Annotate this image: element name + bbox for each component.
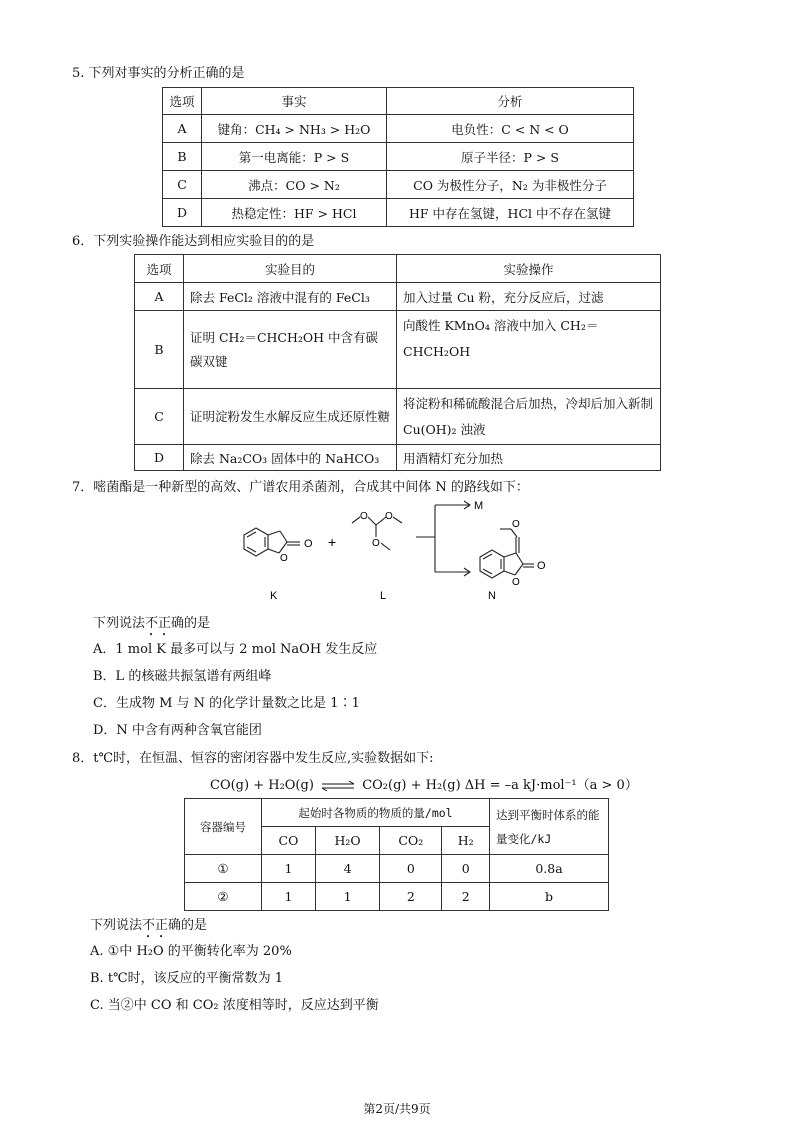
q7-option-d: D．N 中含有两种含氧官能团 xyxy=(93,723,262,738)
q5-stem: 5. 下列对事实的分析正确的是 xyxy=(72,66,245,81)
q8-species-co: CO xyxy=(262,827,316,855)
q8-header-start-amount: 起始时各物质的物质的量/mol xyxy=(262,799,490,827)
q5-row-d-option: D xyxy=(163,199,202,227)
q5-header-option: 选项 xyxy=(163,88,202,115)
q5-row-d-analysis: HF 中存在氢键，HCl 中不存在氢键 xyxy=(387,199,634,227)
q8-species-h2: H₂ xyxy=(442,827,490,855)
q6-row-d-operation: 用酒精灯充分加热 xyxy=(397,445,661,471)
q8-stem: 8．t℃时，在恒温、恒容的密闭容器中发生反应,实验数据如下: xyxy=(72,751,434,766)
plus-sign: + xyxy=(328,534,337,550)
q6-row-d-option: D xyxy=(135,445,184,471)
q5-row-d-fact: 热稳定性：HF > HCl xyxy=(202,199,387,227)
q8-row2-co2: 2 xyxy=(380,883,442,911)
q8-row2-h2o: 1 xyxy=(315,883,379,911)
q8-equation-reactants: CO(g) + H₂O(g) xyxy=(210,778,314,793)
q8-row2-co: 1 xyxy=(262,883,316,911)
q8-row1-id: ① xyxy=(185,855,262,883)
q6-row-c-option: C xyxy=(135,389,184,445)
q7-stem: 7．嘧菌酯是一种新型的高效、广谱农用杀菌剂，合成其中间体 N 的路线如下： xyxy=(72,480,529,495)
q8-species-h2o: H₂O xyxy=(315,827,379,855)
label-m: M xyxy=(474,500,484,512)
q8-row1-h2: 0 xyxy=(442,855,490,883)
q8-prompt xyxy=(90,914,207,941)
q6-header-option: 选项 xyxy=(135,255,184,283)
q6-header-operation: 实验操作 xyxy=(397,255,661,283)
q7-option-c: C．生成物 M 与 N 的化学计量数之比是 1∶1 xyxy=(93,696,360,711)
q5-row-a-option: A xyxy=(163,115,202,143)
q6-stem: 6．下列实验操作能达到相应实验目的的是 xyxy=(72,234,315,249)
q8-row2-energy: b xyxy=(490,883,609,911)
label-l: L xyxy=(380,590,387,602)
label-k: K xyxy=(270,590,278,602)
q8-prompt-emphasis: 不正 xyxy=(142,918,169,933)
q8-header-container: 容器编号 xyxy=(185,799,262,855)
svg-text:O: O xyxy=(360,511,368,522)
svg-text:O: O xyxy=(512,519,520,530)
q7-prompt xyxy=(93,612,210,639)
q5-table xyxy=(162,87,634,227)
q5-row-b-analysis: 原子半径：P > S xyxy=(387,143,634,171)
label-n: N xyxy=(488,590,496,602)
svg-text:O: O xyxy=(280,553,288,564)
q6-table xyxy=(134,254,661,471)
q6-row-a-operation: 加入过量 Cu 粉，充分反应后，过滤 xyxy=(397,283,661,311)
q5-row-a-analysis: 电负性：C < N < O xyxy=(387,115,634,143)
q7-reaction-scheme xyxy=(230,495,570,605)
q8-equation-products: CO₂(g) + H₂(g) ΔH = –a kJ·mol⁻¹（a > 0） xyxy=(362,778,638,793)
q6-row-b-option: B xyxy=(135,311,184,389)
q7-prompt-start: 下列说法 xyxy=(93,616,146,631)
q8-row2-id: ② xyxy=(185,883,262,911)
q8-option-a: A. ①中 H₂O 的平衡转化率为 20% xyxy=(90,944,292,959)
q6-row-c-goal: 证明淀粉发生水解反应生成还原性糖 xyxy=(184,389,397,445)
q5-row-a-fact: 键角：CH₄ > NH₃ > H₂O xyxy=(202,115,387,143)
q8-row1-h2o: 4 xyxy=(315,855,379,883)
q7-option-b: B．L 的核磁共振氢谱有两组峰 xyxy=(93,669,272,684)
q5-row-c-fact: 沸点：CO > N₂ xyxy=(202,171,387,199)
q6-header-goal: 实验目的 xyxy=(184,255,397,283)
q8-species-co2: CO₂ xyxy=(380,827,442,855)
page-footer: 第2页/共9页 xyxy=(363,1102,431,1116)
q6-row-a-option: A xyxy=(135,283,184,311)
q8-option-c: C. 当②中 CO 和 CO₂ 浓度相等时，反应达到平衡 xyxy=(90,998,379,1013)
q8-prompt-end: 确的是 xyxy=(168,918,208,933)
molecule-k-structure xyxy=(244,528,300,556)
reaction-arrows xyxy=(416,501,470,576)
svg-text:O: O xyxy=(304,538,313,550)
q8-row2-h2: 2 xyxy=(442,883,490,911)
q8-header-energy: 达到平衡时体系的能量变化/kJ xyxy=(490,799,609,855)
q6-row-d-goal: 除去 Na₂CO₃ 固体中的 NaHCO₃ xyxy=(184,445,397,471)
svg-text:O: O xyxy=(385,511,393,522)
equilibrium-arrow-icon xyxy=(320,781,356,791)
q8-equation xyxy=(210,774,638,793)
q8-row1-co2: 0 xyxy=(380,855,442,883)
q5-row-c-analysis: CO 为极性分子，N₂ 为非极性分子 xyxy=(387,171,634,199)
q8-row1-co: 1 xyxy=(262,855,316,883)
q7-option-a: A．1 mol K 最多可以与 2 mol NaOH 发生反应 xyxy=(93,642,378,657)
q5-row-b-fact: 第一电离能：P > S xyxy=(202,143,387,171)
molecule-n-structure xyxy=(480,529,534,578)
q8-prompt-start: 下列说法 xyxy=(90,918,143,933)
q5-row-b-option: B xyxy=(163,143,202,171)
q8-table xyxy=(184,798,609,911)
q6-row-a-goal: 除去 FeCl₂ 溶液中混有的 FeCl₃ xyxy=(184,283,397,311)
q8-row1-energy: 0.8a xyxy=(490,855,609,883)
q6-row-c-operation: 将淀粉和稀硫酸混合后加热，冷却后加入新制 Cu(OH)₂ 浊液 xyxy=(397,389,661,445)
q6-row-b-operation: 向酸性 KMnO₄ 溶液中加入 CH₂＝CHCH₂OH xyxy=(397,311,661,389)
q5-row-c-option: C xyxy=(163,171,202,199)
svg-text:O: O xyxy=(537,560,546,572)
q7-prompt-end: 确的是 xyxy=(171,616,211,631)
q5-header-fact: 事实 xyxy=(202,88,387,115)
q7-prompt-emphasis: 不正 xyxy=(145,616,172,631)
svg-text:O: O xyxy=(512,577,520,588)
q5-header-analysis: 分析 xyxy=(387,88,634,115)
q6-row-b-goal: 证明 CH₂＝CHCH₂OH 中含有碳碳双键 xyxy=(184,311,397,389)
svg-text:O: O xyxy=(372,538,380,549)
q8-option-b: B. t℃时，该反应的平衡常数为 1 xyxy=(90,971,283,986)
